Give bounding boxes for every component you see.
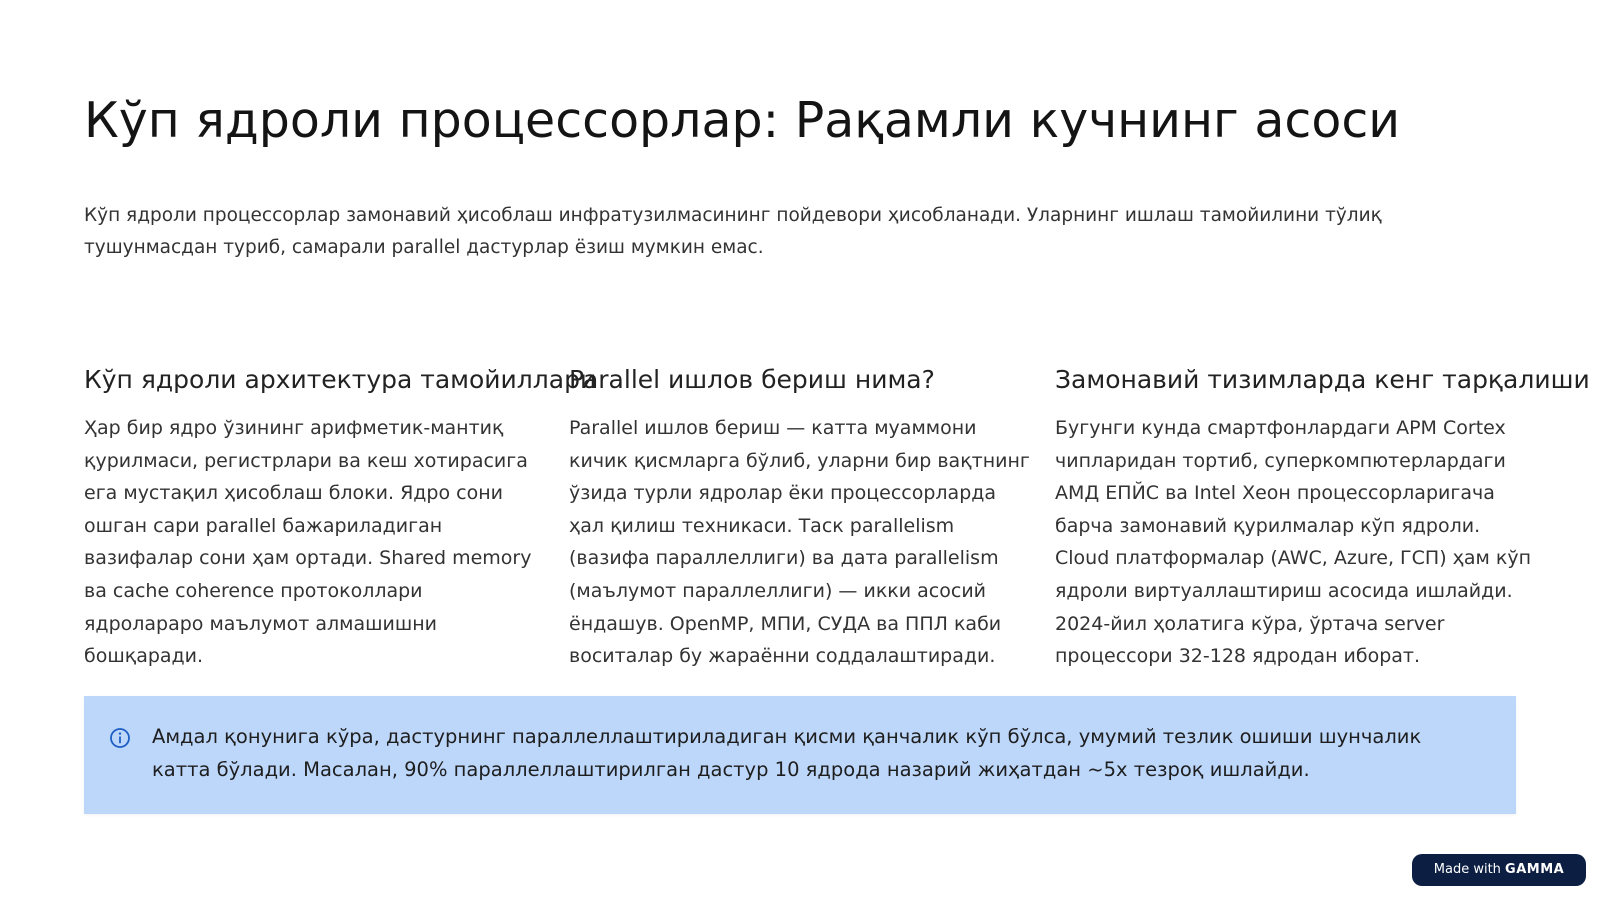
column-body: Бугунги кунда смартфонлардаги АРМ Cortex чипларидан тортиб, суперкомпютерлардаги АМД ЕПЙС ва Intel Хеон процессорларигача барча замонавий қурилмалар кўп ядроли. Cloud платформалар (AWC, Azure, ГСП) ҳам кўп ядроли виртуаллаштириш асосида ишлайди. 2024-йил ҳолатига кўра, ўртача server процессори 32-128 ядродан иборат. [1055, 417, 1532, 668]
badge-prefix: Made with [1433, 862, 1506, 877]
column-heading: Замонавий тизимларда кенг тарқалиши [1055, 365, 1590, 394]
column-body: Parallel ишлов бериш — катта муаммони кичик қисмларга бўлиб, уларни бир вақтнинг ўзида турли ядролар ёки процессорларда ҳал қилиш техникаси. Таск parallelism (вазифа параллеллиги) ва дата parallelism (маълумот параллеллиги) — икки асосий ёндашув. OpenMP, МПИ, СУДА ва ППЛ каби воситалар бу жараённи соддалаштиради. [569, 417, 1030, 668]
column-architecture [84, 358, 597, 673]
column-parallel [569, 358, 1031, 673]
callout-text: Амдал қонунига кўра, дастурнинг параллеллаштириладиган қисми қанчалик кўп бўлса, умумий тезлик ошиши шунчалик катта бўлади. Масалан, 90% параллеллаштирилган дастур 10 ядрода назарий жиҳатдан ~5х тезроқ ишлайди. [152, 725, 1422, 781]
gamma-logo: GAMMA [1505, 862, 1565, 877]
column-modern-systems [1055, 358, 1590, 673]
column-heading: Кўп ядроли архитектура тамойиллари [84, 365, 597, 394]
intro-paragraph: Кўп ядроли процессорлар замонавий ҳисоблаш инфратузилмасининг пойдевори ҳисобланади. Уларнинг ишлаш тамойилини тўлиқ тушунмасдан туриб, самарали parallel дастурлар ёзиш мумкин емас. [84, 205, 1382, 258]
info-callout [84, 696, 1516, 814]
column-body: Ҳар бир ядро ўзининг арифметик-мантиқ қурилмаси, регистрлари ва кеш хотирасига ега мустақил ҳисоблаш блоки. Ядро сони ошган сари parallel бажариладиган вазифалар сони ҳам ортади. Shared memory ва cache coherence протоколлари ядролараро маълумот алмашишни бошқаради. [84, 417, 532, 668]
column-heading: Parallel ишлов бериш нима? [569, 365, 935, 394]
info-icon [108, 726, 132, 750]
page-title: Кўп ядроли процессорлар: Рақамли кучнинг асоси [84, 92, 1401, 149]
made-with-gamma-badge[interactable] [1412, 854, 1586, 886]
